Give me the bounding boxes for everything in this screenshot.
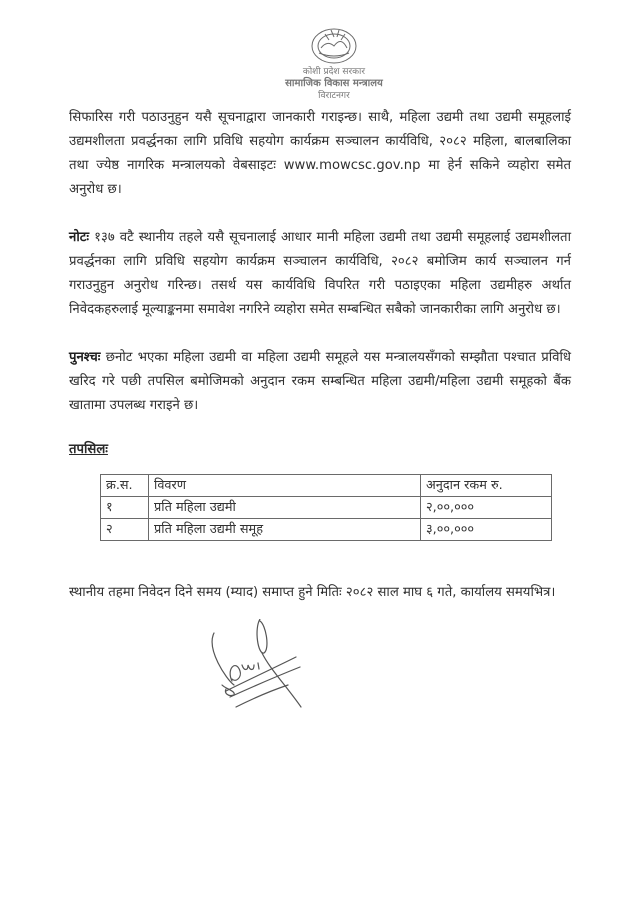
seal-text-ministry: सामाजिक विकास मन्त्रालय xyxy=(285,78,383,89)
postscript-label: पुनश्चः xyxy=(69,350,101,365)
details-title: तपसिलः xyxy=(69,442,108,457)
table-row xyxy=(101,497,552,519)
paragraph-note xyxy=(69,226,571,322)
seal-text-province: कोशी प्रदेश सरकार xyxy=(302,67,366,77)
document-page xyxy=(69,0,571,714)
paragraph-text: १३७ वटै स्थानीय तहले यसै सूचनालाई आधार मानी महिला उद्यमी तथा उद्यमी समूहलाई उद्यमशीलता प्रवर्द्धनका लागि प्रविधि सहयोग कार्यक्रम सञ्चालन कार्यविधि, २०८२ बमोजिम कार्य सञ्चालन गर्न गराउनुहुन अनुरोध गरिन्छ। तसर्थ यस कार्यविधि विपरित गरी पठाइएका महिला उद्यमीहरु अर्थात निवेदकहरुलाई मूल्याङ्कनमा समावेश नगरिने व्यहोरा समेत सम्बन्धित सबैको जानकारीका लागि अनुरोध छ। xyxy=(69,230,571,317)
paragraph-deadline xyxy=(69,581,571,605)
note-label: नोटः xyxy=(69,230,90,245)
table-header-row xyxy=(101,475,552,497)
handwritten-signature-icon xyxy=(196,619,321,714)
cell-serial: १ xyxy=(101,497,149,519)
government-emblem-icon xyxy=(304,26,364,66)
paragraph-text: सिफारिस गरी पठाउनुहुन यसै सूचनाद्वारा जानकारी गराइन्छ। साथै, महिला उद्यमी तथा उद्यमी समूहलाई उद्यमशीलता प्रवर्द्धनका लागि प्रविधि सहयोग कार्यक्रम सञ्चालन कार्यविधि, २०८२ महिला, बालबालिका तथा ज्येष्ठ नागरिक मन्त्रालयको वेबसाइटः www.mowcsc.gov.np मा हेर्न सकिने व्यहोरा समेत अनुरोध छ। xyxy=(69,110,571,197)
cell-description: प्रति महिला उद्यमी समूह xyxy=(149,519,421,541)
paragraph-submission-notice xyxy=(69,106,571,202)
signature xyxy=(196,619,321,714)
official-seal xyxy=(259,26,409,102)
cell-description: प्रति महिला उद्यमी xyxy=(149,497,421,519)
header-description: विवरण xyxy=(149,475,421,497)
header-amount: अनुदान रकम रु. xyxy=(421,475,552,497)
header-serial: क्र.स. xyxy=(101,475,149,497)
paragraph-text: स्थानीय तहमा निवेदन दिने समय (म्याद) समाप्त हुने मितिः २०८२ साल माघ ६ गते, कार्यालय समयभित्र। xyxy=(69,585,556,600)
cell-amount: ३,००,००० xyxy=(421,519,552,541)
grant-details-table xyxy=(100,474,552,541)
cell-amount: २,००,००० xyxy=(421,497,552,519)
seal-text-city: विराटनगर xyxy=(318,91,350,101)
table-row xyxy=(101,519,552,541)
paragraph-text: छनोट भएका महिला उद्यमी वा महिला उद्यमी समूहले यस मन्त्रालयसँगको सम्झौता पश्चात प्रविधि खरिद गरे पछी तपसिल बमोजिमको अनुदान रकम सम्बन्धित महिला उद्यमी/महिला उद्यमी समूहको बैंक खातामा उपलब्ध गराइने छ। xyxy=(69,350,571,413)
paragraph-postscript xyxy=(69,346,571,418)
cell-serial: २ xyxy=(101,519,149,541)
